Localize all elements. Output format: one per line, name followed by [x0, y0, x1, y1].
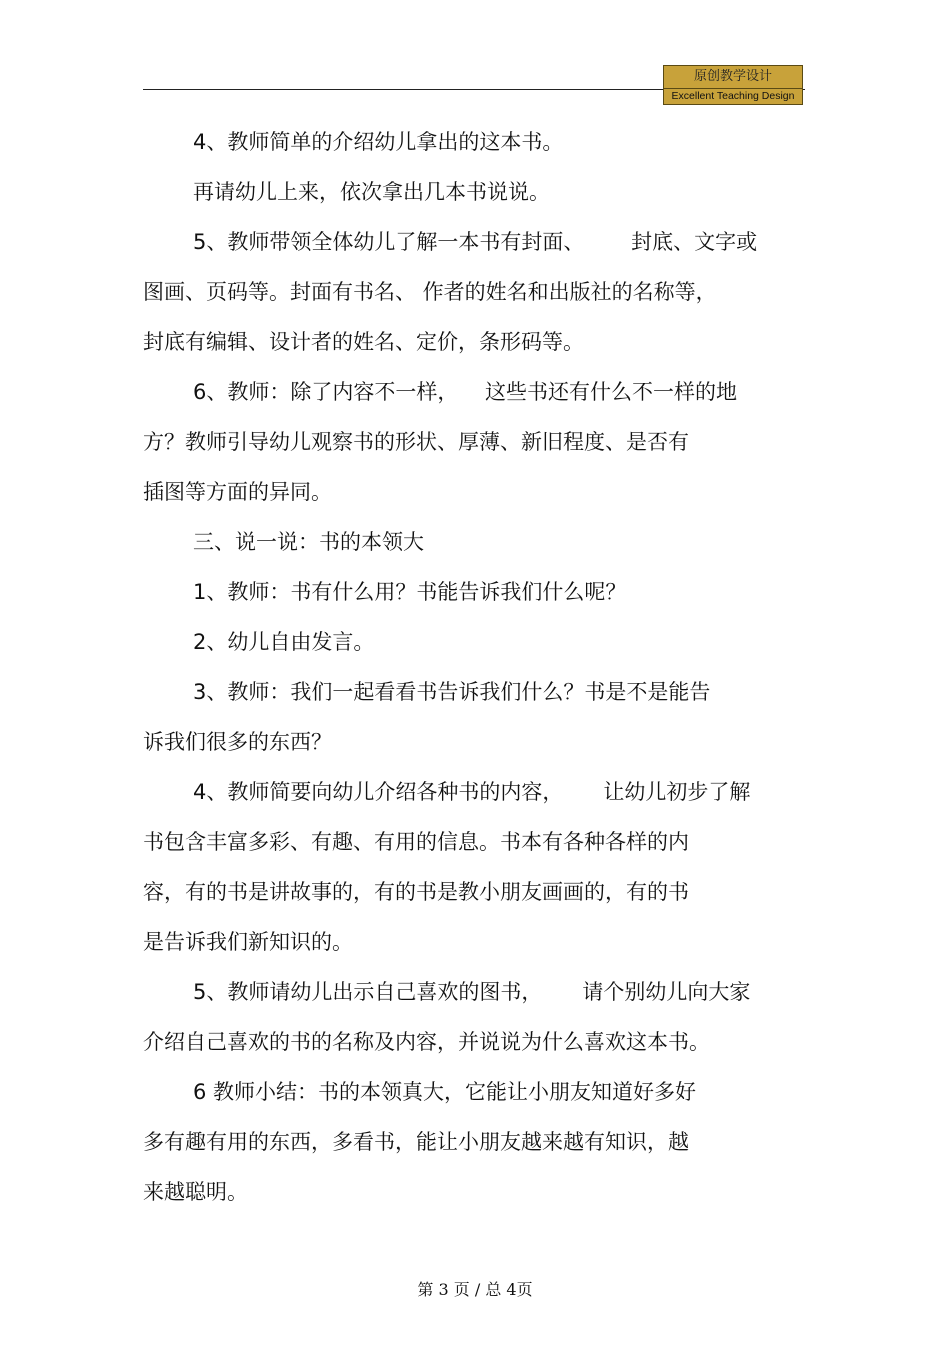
- text-line: 5、教师带领全体幼儿了解一本书有封面、 封底、文字或: [193, 230, 758, 254]
- text-line: 三、说一说：书的本领大: [193, 530, 424, 554]
- text-line: 3、教师：我们一起看看书告诉我们什么？书是不是能告: [193, 680, 711, 704]
- badge-title-en: Excellent Teaching Design: [663, 89, 803, 105]
- text-line: 2、幼儿自由发言。: [193, 630, 375, 654]
- text-line: 介绍自己喜欢的书的名称及内容，并说说为什么喜欢这本书。: [143, 1030, 710, 1054]
- text-line: 插图等方面的异同。: [143, 480, 332, 504]
- text-line: 封底有编辑、设计者的姓名、定价，条形码等。: [143, 330, 584, 354]
- text-line: 诉我们很多的东西？: [143, 730, 332, 754]
- text-line: 图画、页码等。封面有书名、 作者的姓名和出版社的名称等，: [143, 280, 717, 304]
- text-line: 是告诉我们新知识的。: [143, 930, 353, 954]
- text-line: 6 教师小结：书的本领真大，它能让小朋友知道好多好: [193, 1080, 697, 1104]
- badge-title-cn: 原创教学设计: [663, 65, 803, 89]
- text-line: 5、教师请幼儿出示自己喜欢的图书， 请个别幼儿向大家: [193, 980, 751, 1004]
- text-line: 4、教师简要向幼儿介绍各种书的内容， 让幼儿初步了解: [193, 780, 751, 804]
- text-line: 再请幼儿上来，依次拿出几本书说说。: [193, 180, 550, 204]
- text-line: 书包含丰富多彩、有趣、有用的信息。书本有各种各样的内: [143, 830, 689, 854]
- text-line: 6、教师：除了内容不一样， 这些书还有什么不一样的地: [193, 380, 738, 404]
- text-line: 4、教师简单的介绍幼儿拿出的这本书。: [193, 130, 564, 154]
- text-line: 容，有的书是讲故事的，有的书是教小朋友画画的，有的书: [143, 880, 689, 904]
- text-line: 方？教师引导幼儿观察书的形状、厚薄、新旧程度、是否有: [143, 430, 689, 454]
- text-line: 多有趣有用的东西，多看书，能让小朋友越来越有知识，越: [143, 1130, 689, 1154]
- text-line: 来越聪明。: [143, 1180, 248, 1204]
- text-line: 1、教师：书有什么用？书能告诉我们什么呢？: [193, 580, 627, 604]
- page-number: 第 3 页 / 总 4页: [417, 1280, 533, 1299]
- header-badge: [663, 65, 803, 105]
